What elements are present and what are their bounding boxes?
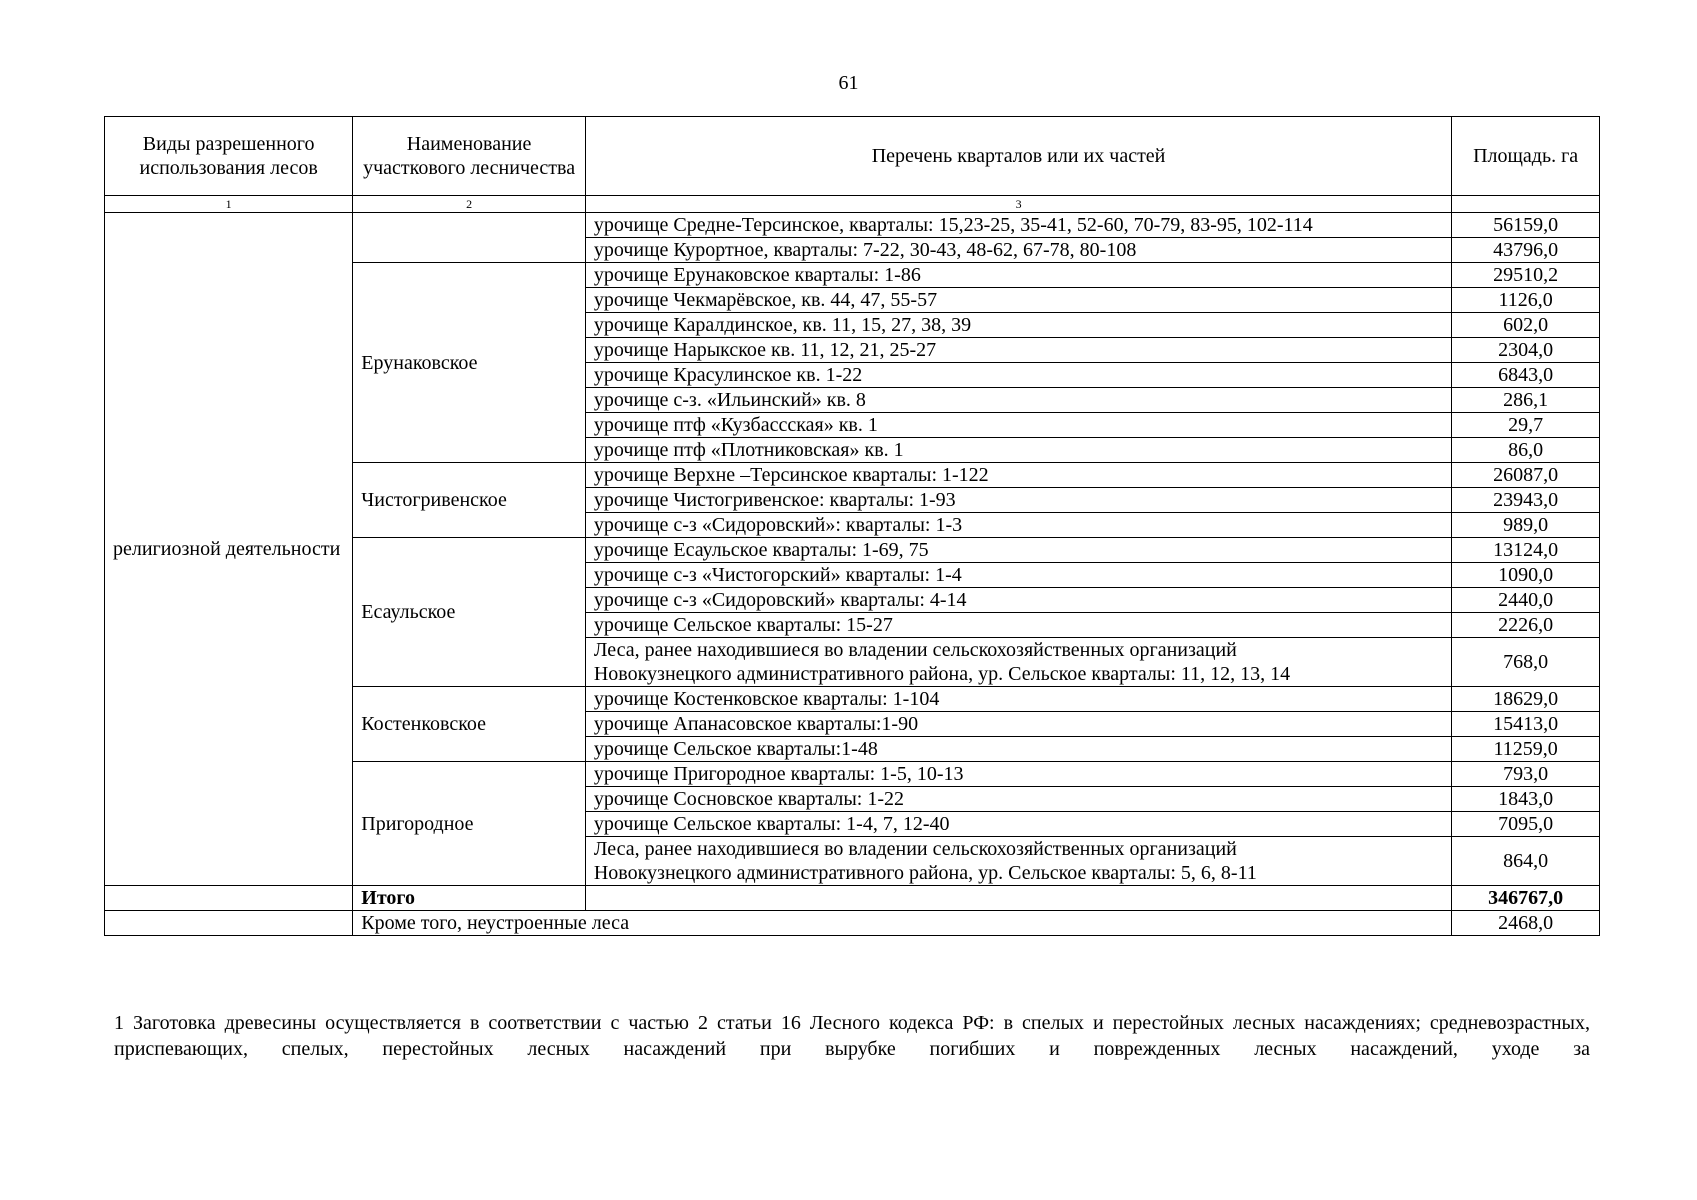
header-area: Площадь. га [1452,117,1600,196]
quarters-cell: урочище Чистогривенское: кварталы: 1-93 [585,488,1451,513]
quarters-line: Леса, ранее находившиеся во владении сельскохозяйственных организаций [593,838,1237,860]
extra-row [105,911,1600,936]
area-cell: 29,7 [1452,413,1600,438]
quarters-cell: урочище Апанасовское кварталы:1-90 [585,712,1451,737]
header-forestry: Наименование участкового лесничества [353,117,586,196]
quarters-cell [585,638,1451,687]
area-cell: 793,0 [1452,762,1600,787]
empty-cell [105,911,353,936]
total-label: Итого [353,886,586,911]
column-number: 3 [585,196,1451,213]
area-cell: 43796,0 [1452,238,1600,263]
quarters-cell: урочище с-з «Чистогорский» кварталы: 1-4 [585,563,1451,588]
area-cell: 989,0 [1452,513,1600,538]
column-number: 1 [105,196,353,213]
area-cell: 768,0 [1452,638,1600,687]
table-row [105,213,1600,238]
quarters-cell: урочище Курортное, кварталы: 7-22, 30-43, 48-62, 67-78, 80-108 [585,238,1451,263]
area-cell: 23943,0 [1452,488,1600,513]
area-cell: 1090,0 [1452,563,1600,588]
column-number-row [105,196,1600,213]
quarters-line: Новокузнецкого административного района, ур. Сельское кварталы: 11, 12, 13, 14 [593,663,1291,685]
area-cell: 2440,0 [1452,588,1600,613]
empty-cell [105,886,353,911]
quarters-cell: урочище Ерунаковское кварталы: 1-86 [585,263,1451,288]
quarters-cell: урочище Чекмарёвское, кв. 44, 47, 55-57 [585,288,1451,313]
extra-area: 2468,0 [1452,911,1600,936]
column-number [1452,196,1600,213]
total-row [105,886,1600,911]
area-cell: 286,1 [1452,388,1600,413]
quarters-cell: урочище Каралдинское, кв. 11, 15, 27, 38, 39 [585,313,1451,338]
quarters-cell: урочище Сельское кварталы:1-48 [585,737,1451,762]
forestry-cell: Чистогривенское [353,463,586,538]
quarters-line: Леса, ранее находившиеся во владении сельскохозяйственных организаций [593,639,1237,661]
empty-cell [585,886,1451,911]
forestry-cell [353,213,586,263]
area-cell: 7095,0 [1452,812,1600,837]
quarters-cell: урочище птф «Плотниковская» кв. 1 [585,438,1451,463]
quarters-cell: урочище Сельское кварталы: 15-27 [585,613,1451,638]
quarters-cell: урочище с-з «Сидоровский»: кварталы: 1-3 [585,513,1451,538]
quarters-cell: урочище с-з. «Ильинский» кв. 8 [585,388,1451,413]
header-quarters-list: Перечень кварталов или их частей [585,117,1451,196]
quarters-cell: урочище Сельское кварталы: 1-4, 7, 12-40 [585,812,1451,837]
extra-label: Кроме того, неустроенные леса [353,911,1452,936]
quarters-line: Новокузнецкого административного района, ур. Сельское кварталы: 5, 6, 8-11 [593,862,1257,884]
forestry-cell: Костенковское [353,687,586,762]
quarters-cell: урочище Верхне –Терсинское кварталы: 1-122 [585,463,1451,488]
quarters-cell: урочище птф «Кузбассская» кв. 1 [585,413,1451,438]
area-cell: 2304,0 [1452,338,1600,363]
quarters-cell [585,837,1451,886]
header-usage-type: Виды разрешенного использования лесов [105,117,353,196]
quarters-cell: урочище Костенковское кварталы: 1-104 [585,687,1451,712]
forestry-cell: Есаульское [353,538,586,687]
quarters-cell: урочище Сосновское кварталы: 1-22 [585,787,1451,812]
total-area: 346767,0 [1452,886,1600,911]
area-cell: 18629,0 [1452,687,1600,712]
quarters-cell: урочище Средне-Терсинское, кварталы: 15,23-25, 35-41, 52-60, 70-79, 83-95, 102-114 [585,213,1451,238]
area-cell: 602,0 [1452,313,1600,338]
quarters-cell: урочище Красулинское кв. 1-22 [585,363,1451,388]
usage-type-cell: религиозной деятельности [105,213,353,886]
area-cell: 1126,0 [1452,288,1600,313]
forest-usage-table [104,116,1600,936]
area-cell: 86,0 [1452,438,1600,463]
area-cell: 56159,0 [1452,213,1600,238]
area-cell: 2226,0 [1452,613,1600,638]
footnote: 1 Заготовка древесины осуществляется в соответствии с частью 2 статьи 16 Лесного кодекса РФ: в спелых и перестойных лесных насаждениях; средневозрастных, приспевающих, спелых, перестойных лесных насаждений при вырубке погибших и поврежденных лесных насаждений, уходе за [114,1012,1590,1060]
table-header-row [105,117,1600,196]
area-cell: 11259,0 [1452,737,1600,762]
area-cell: 6843,0 [1452,363,1600,388]
area-cell: 29510,2 [1452,263,1600,288]
table-body [105,213,1600,936]
area-cell: 26087,0 [1452,463,1600,488]
area-cell: 13124,0 [1452,538,1600,563]
area-cell: 15413,0 [1452,712,1600,737]
quarters-cell: урочище с-з «Сидоровский» кварталы: 4-14 [585,588,1451,613]
quarters-cell: урочище Нарыкское кв. 11, 12, 21, 25-27 [585,338,1451,363]
area-cell: 864,0 [1452,837,1600,886]
quarters-cell: урочище Пригородное кварталы: 1-5, 10-13 [585,762,1451,787]
column-number: 2 [353,196,586,213]
page-number: 61 [838,72,859,94]
forestry-cell: Пригородное [353,762,586,886]
quarters-cell: урочище Есаульское кварталы: 1-69, 75 [585,538,1451,563]
area-cell: 1843,0 [1452,787,1600,812]
forestry-cell: Ерунаковское [353,263,586,463]
